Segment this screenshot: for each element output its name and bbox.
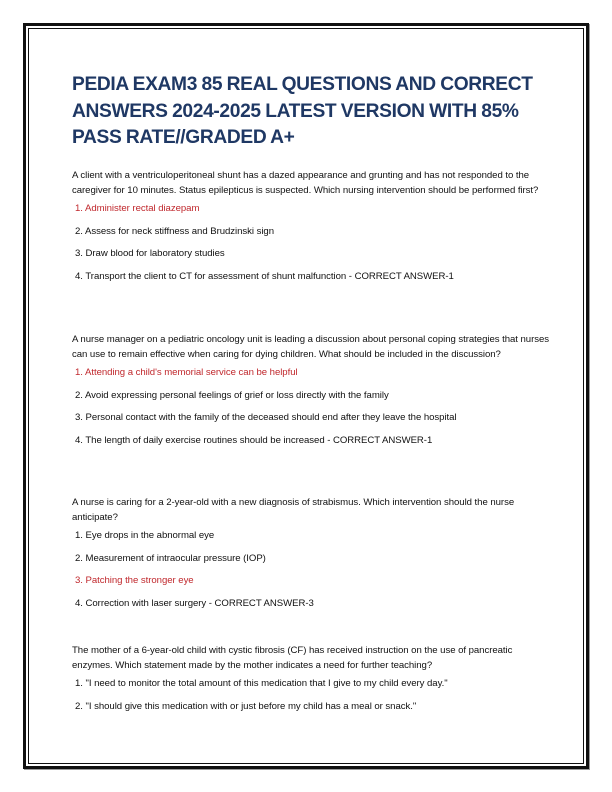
question-4 xyxy=(72,643,552,723)
answer-option: 4. The length of daily exercise routines should be increased - CORRECT ANSWER-1 xyxy=(75,434,433,446)
question-stem: The mother of a 6-year-old child with cystic fibrosis (CF) has received instruction on the use of pancreatic enzymes. Which statement made by the mother indicates a need for further teaching? xyxy=(72,645,513,671)
question-1 xyxy=(72,168,552,293)
question-3 xyxy=(72,495,552,620)
document-title: PEDIA EXAM3 85 REAL QUESTIONS AND CORRECT ANSWERS 2024-2025 LATEST VERSION WITH 85% PASS RATE//GRADED A+ xyxy=(72,74,533,148)
answer-option-correct: 1. Attending a child's memorial service can be helpful xyxy=(75,367,298,378)
question-2 xyxy=(72,332,552,457)
answer-option-correct: 3. Patching the stronger eye xyxy=(75,575,194,586)
answer-options xyxy=(72,530,552,610)
answer-options xyxy=(72,678,552,713)
question-stem: A nurse is caring for a 2-year-old with a new diagnosis of strabismus. Which intervention should the nurse anticipate? xyxy=(72,497,515,523)
question-stem: A nurse manager on a pediatric oncology unit is leading a discussion about personal coping strategies that nurses can use to remain effective when caring for dying children. What should be included in the discussion? xyxy=(72,334,550,360)
answer-option: 1. "I need to monitor the total amount of this medication that I give to my child every day." xyxy=(75,678,448,689)
answer-option: 2. Avoid expressing personal feelings of grief or loss directly with the family xyxy=(75,389,389,401)
answer-option: 2. "I should give this medication with or just before my child has a meal or snack." xyxy=(75,700,417,712)
document-content xyxy=(72,72,552,712)
answer-option: 2. Measurement of intraocular pressure (IOP) xyxy=(75,552,266,564)
answer-option: 4. Correction with laser surgery - CORRECT ANSWER-3 xyxy=(75,597,314,609)
answer-option: 1. Eye drops in the abnormal eye xyxy=(75,530,215,541)
answer-option: 4. Transport the client to CT for assessment of shunt malfunction - CORRECT ANSWER-1 xyxy=(75,270,454,282)
answer-option: 3. Personal contact with the family of the deceased should end after they leave the hospital xyxy=(75,412,457,423)
answer-option: 3. Draw blood for laboratory studies xyxy=(75,248,225,259)
question-stem: A client with a ventriculoperitoneal shunt has a dazed appearance and grunting and has not responded to the caregiver for 10 minutes. Status epilepticus is suspected. Which nursing intervention should be performed first? xyxy=(72,170,539,196)
answer-options xyxy=(72,367,552,447)
answer-option-correct: 1. Administer rectal diazepam xyxy=(75,203,200,214)
answer-options xyxy=(72,203,552,283)
answer-option: 2. Assess for neck stiffness and Brudzinski sign xyxy=(75,225,274,237)
